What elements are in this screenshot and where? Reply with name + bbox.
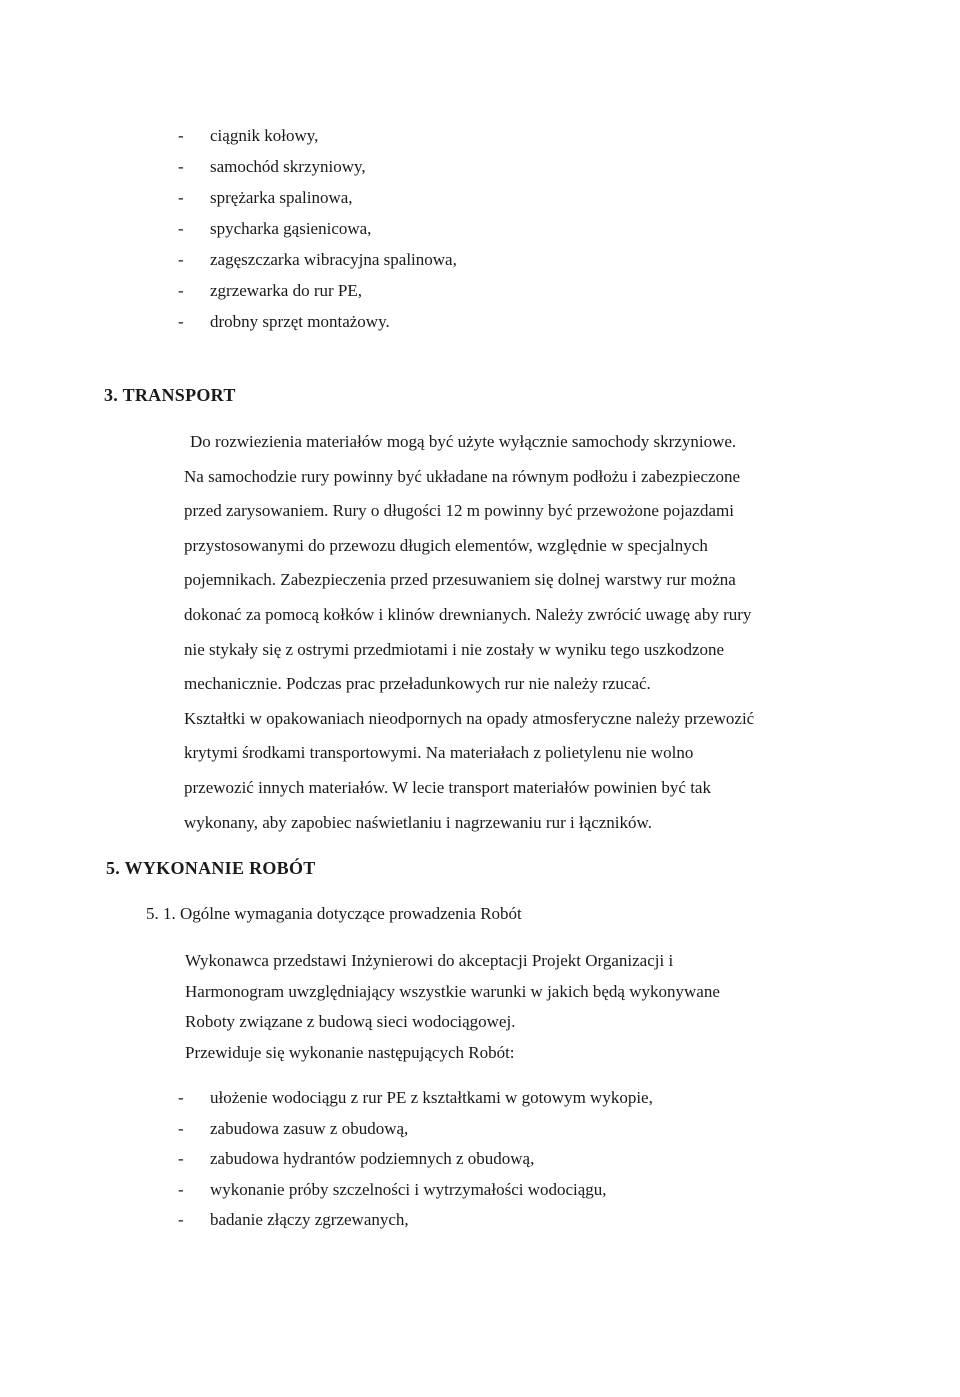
list-bullet: -	[178, 250, 184, 269]
list-item	[178, 120, 457, 151]
paragraph-line: Harmonogram uwzględniający wszystkie warunki w jakich będą wykonywane	[185, 981, 720, 1001]
paragraph-line: nie stykały się z ostrymi przedmiotami i nie zostały w wyniku tego uszkodzone	[184, 639, 725, 659]
wykonanie-paragraph	[185, 946, 720, 1068]
list-item	[178, 182, 457, 213]
subsection-heading: 5. 1. Ogólne wymagania dotyczące prowadzenia Robót	[146, 904, 522, 923]
list-item	[178, 244, 457, 275]
paragraph-line: Wykonawca przedstawi Inżynierowi do akceptacji Projekt Organizacji i	[185, 951, 674, 970]
list-bullet: -	[178, 1179, 184, 1199]
paragraph-line: mechanicznie. Podczas prac przeładunkowych rur nie należy rzucać.	[184, 674, 651, 694]
list-item-text: samochód skrzyniowy,	[210, 157, 366, 176]
list-item	[178, 1083, 653, 1114]
paragraph-line: Kształtki w opakowaniach nieodpornych na opady atmosferyczne należy przewozić	[184, 708, 755, 728]
list-item-text: ciągnik kołowy,	[210, 126, 319, 145]
list-item-text: drobny sprzęt montażowy.	[210, 312, 390, 331]
list-item-text: zagęszczarka wibracyjna spalinowa,	[210, 250, 457, 269]
works-list	[178, 1083, 653, 1236]
list-item	[178, 1144, 653, 1175]
list-item	[178, 306, 457, 337]
list-item	[178, 151, 457, 182]
list-item-text: sprężarka spalinowa,	[210, 188, 353, 207]
paragraph-line: przystosowanymi do przewozu długich elementów, względnie w specjalnych	[184, 535, 708, 555]
list-item-text: zgrzewarka do rur PE,	[210, 281, 362, 300]
list-item-text: zabudowa hydrantów podziemnych z obudową,	[210, 1149, 535, 1169]
list-item	[178, 275, 457, 306]
paragraph-line: pojemnikach. Zabezpieczenia przed przesuwaniem się dolnej warstwy rur można	[184, 570, 736, 590]
list-bullet: -	[178, 219, 184, 238]
list-item-text: badanie złączy zgrzewanych,	[210, 1210, 409, 1230]
list-item	[178, 1114, 653, 1145]
paragraph-line: wykonany, aby zapobiec naświetlaniu i nagrzewaniu rur i łączników.	[184, 812, 652, 832]
paragraph-line: przewozić innych materiałów. W lecie transport materiałów powinien być tak	[184, 777, 711, 797]
paragraph-line: przed zarysowaniem. Rury o długości 12 m powinny być przewożone pojazdami	[184, 501, 734, 521]
list-bullet: -	[178, 188, 184, 207]
list-bullet: -	[178, 1118, 184, 1138]
paragraph-line: krytymi środkami transportowymi. Na materiałach z polietylenu nie wolno	[184, 743, 694, 763]
list-bullet: -	[178, 157, 184, 176]
list-bullet: -	[178, 1210, 184, 1230]
paragraph-line: Do rozwiezienia materiałów mogą być użyte wyłącznie samochody skrzyniowe.	[190, 432, 737, 451]
list-bullet: -	[178, 281, 184, 300]
list-item-text: wykonanie próby szczelności i wytrzymałości wodociągu,	[210, 1179, 607, 1199]
section-heading-transport: 3. TRANSPORT	[104, 385, 236, 405]
transport-paragraph	[184, 425, 844, 840]
list-bullet: -	[178, 1149, 184, 1169]
equipment-list	[178, 120, 457, 337]
paragraph-line: Na samochodzie rury powinny być układane na równym podłożu i zabezpieczone	[184, 466, 741, 486]
list-item-text: spycharka gąsienicowa,	[210, 219, 372, 238]
list-item-text: zabudowa zasuw z obudową,	[210, 1118, 409, 1138]
list-item-text: ułożenie wodociągu z rur PE z kształtkami w gotowym wykopie,	[210, 1088, 653, 1107]
paragraph-line: dokonać za pomocą kołków i klinów drewnianych. Należy zwrócić uwagę aby rury	[184, 604, 752, 624]
list-item	[178, 213, 457, 244]
list-item	[178, 1205, 653, 1236]
list-bullet: -	[178, 1088, 184, 1107]
section-heading-wykonanie: 5. WYKONANIE ROBÓT	[106, 858, 316, 878]
paragraph-line: Roboty związane z budową sieci wodociągowej.	[185, 1012, 516, 1031]
list-item	[178, 1175, 653, 1206]
list-bullet: -	[178, 312, 184, 331]
list-bullet: -	[178, 126, 184, 145]
paragraph-line: Przewiduje się wykonanie następujących Robót:	[185, 1042, 515, 1062]
